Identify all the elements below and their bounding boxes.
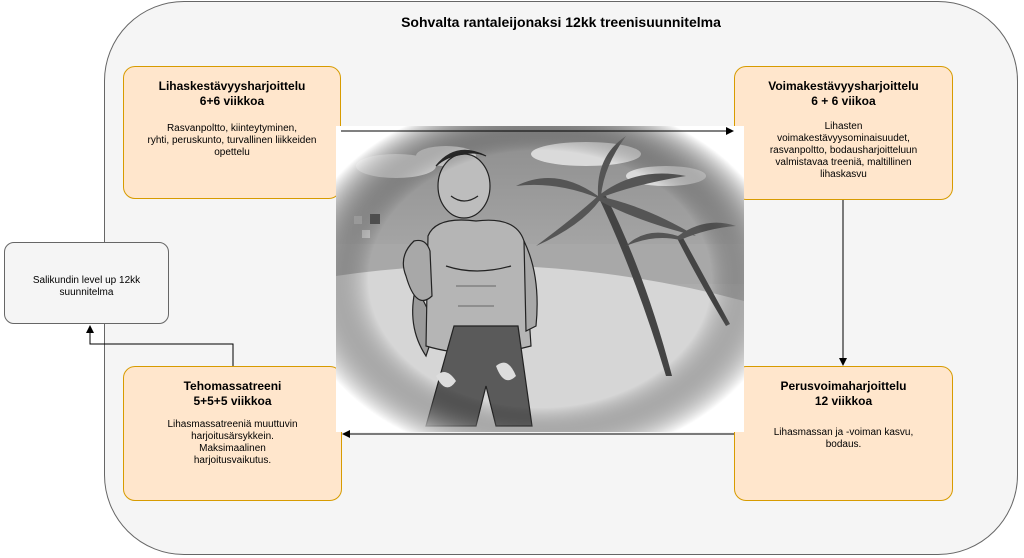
phase-duration: 6 + 6 viikoa <box>811 94 876 108</box>
start-box-line1: Salikundin level up 12kk <box>32 275 141 286</box>
phase-title: Perusvoimaharjoittelu <box>780 379 907 393</box>
phase-title: Lihaskestävyysharjoittelu <box>158 79 306 93</box>
desc-line: Lihasten <box>824 121 863 132</box>
desc-line: harjoitusärsykkein. <box>191 431 274 442</box>
desc-line: ryhti, peruskunto, turvallinen liikkeiden <box>147 135 317 146</box>
desc-line: harjoitusvaikutus. <box>193 455 272 466</box>
arrow-phase4-to-start <box>90 326 233 366</box>
phase-duration: 5+5+5 viikkoa <box>193 394 272 408</box>
desc-line: opettelu <box>214 147 250 158</box>
diagram-title: Sohvalta rantaleijonaksi 12kk treenisuunnitelma <box>401 14 721 30</box>
phase-title: Tehomassatreeni <box>183 379 282 393</box>
desc-line: valmistavaa treeniä, maltillinen <box>775 157 912 168</box>
phase-title: Voimakestävyysharjoittelu <box>768 79 919 93</box>
desc-line: Maksimaalinen <box>199 443 266 454</box>
desc-line: bodaus. <box>825 439 862 450</box>
desc-line: Lihasmassatreeniä muuttuvin <box>167 419 298 430</box>
desc-line: voimakestävyysominaisuudet, <box>777 133 910 144</box>
desc-line: Lihasmassan ja -voiman kasvu, <box>773 427 914 438</box>
start-box-line2: suunnitelma <box>59 287 114 298</box>
desc-line: Rasvanpoltto, kiinteytyminen, <box>166 123 298 134</box>
phase-duration: 6+6 viikkoa <box>199 94 265 108</box>
desc-line: rasvanpoltto, bodausharjoitteluun <box>769 145 918 156</box>
desc-line: lihaskasvu <box>820 169 867 180</box>
phase-duration: 12 viikkoa <box>814 394 873 408</box>
